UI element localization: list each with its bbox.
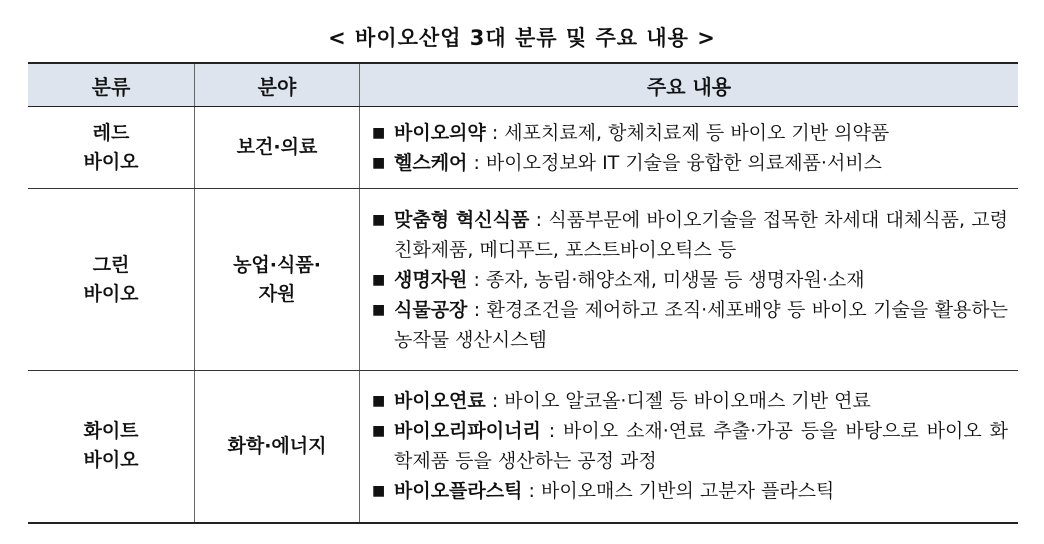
- field-line: 보건·의료: [236, 136, 318, 158]
- item-term: 바이오연료: [394, 390, 486, 413]
- item-description: : 바이오매스 기반의 고분자 플라스틱: [522, 480, 835, 503]
- item-description: : 바이오 소재·연료 추출·가공 등을 바탕으로 바이오 화학제품 등을 생산하는 공정 과정: [394, 420, 1008, 473]
- field-cell: [195, 107, 360, 189]
- classification-line: 바이오: [83, 150, 139, 173]
- bullet-square-icon: ■: [372, 154, 386, 171]
- bullet-square-icon: ■: [372, 211, 386, 228]
- classification-line: 그린: [92, 253, 130, 276]
- item-term: 맞춤형 혁신식품: [394, 208, 530, 231]
- bullet-square-icon: ■: [372, 271, 386, 288]
- table-row-white-bio: [28, 371, 1018, 523]
- classification-line: 바이오: [83, 449, 139, 472]
- field-line: 자원: [258, 282, 296, 305]
- list-item: [372, 476, 1008, 506]
- header-classification: 분류: [28, 63, 195, 107]
- list-item: [372, 118, 1008, 148]
- classification-line: 화이트: [83, 420, 139, 443]
- item-term: 바이오플라스틱: [394, 480, 523, 503]
- table-row-red-bio: [28, 107, 1018, 189]
- table-title: < 바이오산업 3대 분류 및 주요 내용 >: [328, 26, 716, 50]
- bullet-square-icon: ■: [372, 301, 386, 318]
- item-term: 헬스케어: [394, 151, 468, 174]
- item-term: 바이오리파이너리: [394, 420, 541, 443]
- header-row: [28, 63, 1018, 107]
- classification-line: 바이오: [83, 282, 139, 305]
- table-row-green-bio: [28, 189, 1018, 371]
- classification-cell: [28, 371, 195, 523]
- list-item: [372, 295, 1008, 355]
- header-field: 분야: [195, 63, 360, 107]
- list-item: [372, 386, 1008, 416]
- list-item: [372, 205, 1008, 265]
- field-cell: [195, 189, 360, 371]
- list-item: [372, 265, 1008, 295]
- item-description: : 세포치료제, 항체치료제 등 바이오 기반 의약품: [485, 121, 890, 144]
- bio-industry-table: [28, 62, 1018, 524]
- bullet-square-icon: ■: [372, 423, 386, 440]
- item-term: 바이오의약: [394, 121, 486, 144]
- classification-cell: [28, 107, 195, 189]
- field-line: 화학·에너지: [227, 434, 327, 457]
- content-cell: [360, 107, 1019, 189]
- classification-cell: [28, 189, 195, 371]
- item-description: : 환경조건을 제어하고 조직·세포배양 등 바이오 기술을 활용하는 농작물 생산시스템: [394, 298, 1008, 351]
- content-cell: [360, 189, 1019, 371]
- item-description: : 종자, 농림·해양소재, 미생물 등 생명자원·소재: [467, 268, 865, 291]
- bullet-square-icon: ■: [372, 393, 386, 410]
- classification-line: 레드: [92, 121, 130, 144]
- item-description: : 바이오정보와 IT 기술을 융합한 의료제품·서비스: [467, 151, 883, 174]
- list-item: [372, 148, 1008, 178]
- item-term: 생명자원: [394, 268, 468, 291]
- field-cell: [195, 371, 360, 523]
- bullet-square-icon: ■: [372, 483, 386, 500]
- bullet-square-icon: ■: [372, 124, 386, 141]
- item-description: : 식품부문에 바이오기술을 접목한 차세대 대체식품, 고령친화제품, 메디푸드, 포스트바이오틱스 등: [394, 208, 1008, 261]
- field-line: 농업·식품·: [233, 253, 321, 276]
- header-main-content: 주요 내용: [360, 63, 1019, 107]
- content-cell: [360, 371, 1019, 523]
- list-item: [372, 416, 1008, 476]
- item-description: : 바이오 알코올·디젤 등 바이오매스 기반 연료: [485, 390, 871, 413]
- item-term: 식물공장: [394, 298, 468, 321]
